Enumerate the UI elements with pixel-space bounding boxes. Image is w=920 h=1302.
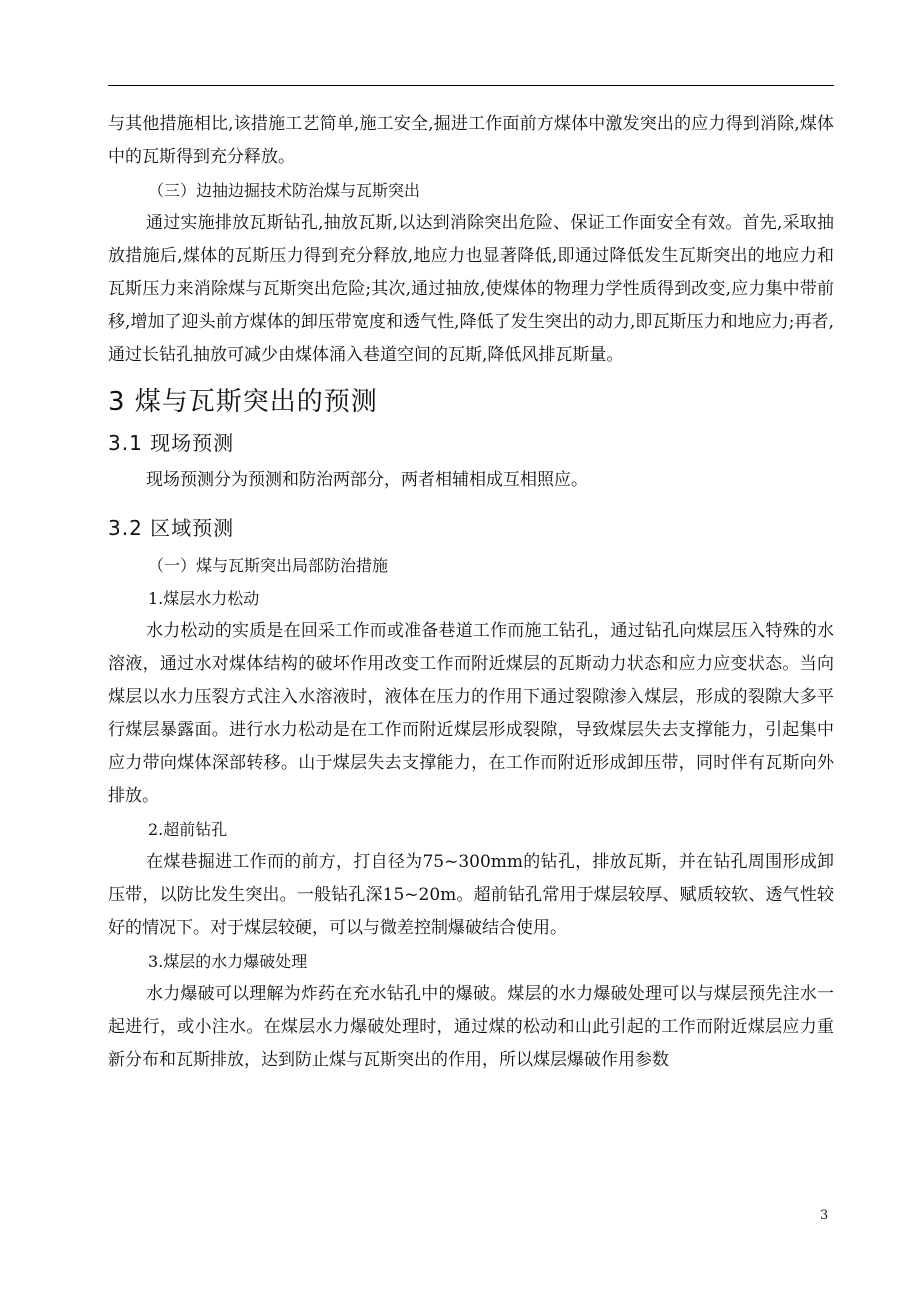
page-number: 3 [820,1208,829,1223]
section-3-title: 3 煤与瓦斯突出的预测 [108,387,378,417]
item-2-text: 在煤巷掘进工作而的前方，打自径为75~300mm的钻孔，排放瓦斯，并在钻孔周围形成卸压带，以防比发生突出。一般钻孔深15~20m。超前钻孔常用于煤层较厚、赋质较软、透气性较好的情况下。对于煤层较硬，可以与微差控制爆破结合使用。 [108,852,834,938]
header-rule [108,85,834,86]
paragraph-continuation: 与其他措施相比,该措施工艺简单,施工安全,掘进工作面前方煤体中激发突出的应力得到消除,煤体中的瓦斯得到充分释放。 [108,114,834,167]
item-2-title: 2.超前钻孔 [148,820,228,839]
section-3-1-title: 3.1 现场预测 [108,431,235,455]
subheading-local-measures: （一）煤与瓦斯突出局部防治措施 [148,556,389,575]
item-1-text: 水力松动的实质是在回采工作而或准备巷道工作而施工钻孔，通过钻孔向煤层压入特殊的水溶液，通过水对煤体结构的破坏作用改变工作而附近煤层的瓦斯动力状态和应力应变状态。当向煤层以水力压裂方式注入水溶液时，液体在压力的作用下通过裂隙渗入煤层，形成的裂隙大多平行煤层暴露面。进行水力松动是在工作而附近煤层形成裂隙，导致煤层失去支撑能力，引起集中应力带向煤体深部转移。山于煤层失去支撑能力，在工作而附近形成卸压带，同时伴有瓦斯向外排放。 [108,621,834,806]
section-3-1-text: 现场预测分为预测和防治两部分，两者相辅相成互相照应。 [146,470,588,490]
item-1-title: 1.煤层水力松动 [148,589,260,608]
item-3-title: 3.煤层的水力爆破处理 [148,952,308,971]
page-body [108,108,834,1077]
paragraph-drainage: 通过实施排放瓦斯钻孔,抽放瓦斯,以达到消除突出危险、保证工作面安全有效。首先,采取抽放措施后,煤体的瓦斯压力得到充分释放,地应力也显著降低,即通过降低发生瓦斯突出的地应力和瓦斯压力来消除煤与瓦斯突出危险;其次,通过抽放,使煤体的物理力学性质得到改变,应力集中带前移,增加了迎头前方煤体的卸压带宽度和透气性,降低了发生突出的动力,即瓦斯压力和地应力;再者,通过长钻孔抽放可减少由煤体涌入巷道空间的瓦斯,降低风排瓦斯量。 [108,213,834,365]
subheading-three: （三）边抽边掘技术防治煤与瓦斯突出 [148,181,421,200]
item-3-text: 水力爆破可以理解为炸药在充水钻孔中的爆破。煤层的水力爆破处理可以与煤层预先注水一起进行，或小注水。在煤层水力爆破处理时，通过煤的松动和山此引起的工作而附近煤层应力重新分布和瓦斯排放，达到防止煤与瓦斯突出的作用，所以煤层爆破作用参数 [108,984,834,1070]
section-3-2-title: 3.2 区域预测 [108,516,235,540]
